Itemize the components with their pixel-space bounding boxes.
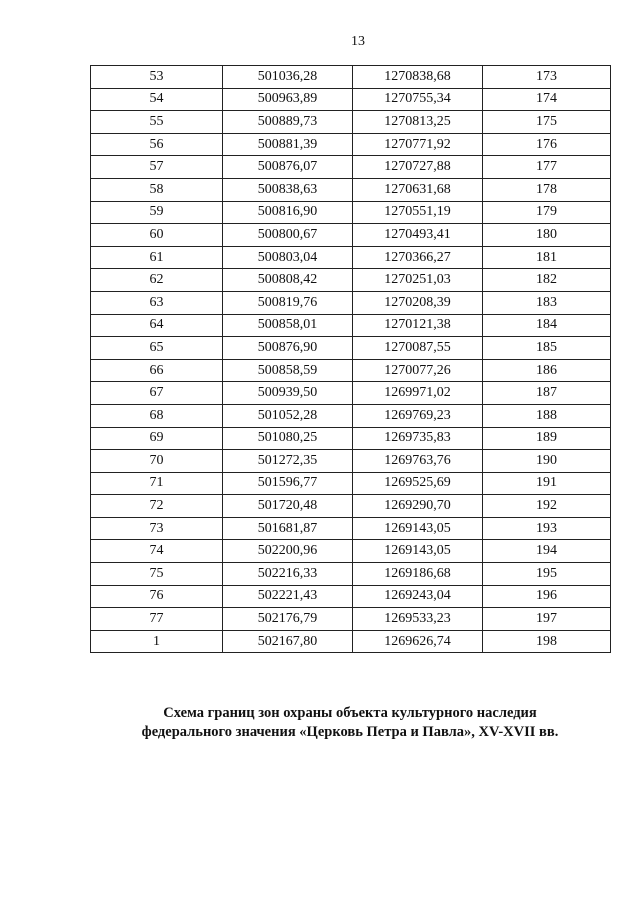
point-number-cell: 53 [91,66,223,89]
sequence-number-cell: 197 [483,608,611,631]
point-number-cell: 64 [91,314,223,337]
table-row [91,224,611,247]
table-row [91,382,611,405]
table-row [91,630,611,653]
table-row [91,359,611,382]
y-coordinate-cell: 1270251,03 [353,269,483,292]
table-row [91,404,611,427]
y-coordinate-cell: 1270551,19 [353,201,483,224]
sequence-number-cell: 177 [483,156,611,179]
table-row [91,201,611,224]
sequence-number-cell: 188 [483,404,611,427]
table-row [91,156,611,179]
sequence-number-cell: 173 [483,66,611,89]
point-number-cell: 62 [91,269,223,292]
point-number-cell: 75 [91,563,223,586]
point-number-cell: 56 [91,133,223,156]
table-row [91,314,611,337]
x-coordinate-cell: 501036,28 [223,66,353,89]
point-number-cell: 70 [91,450,223,473]
x-coordinate-cell: 500800,67 [223,224,353,247]
y-coordinate-cell: 1270208,39 [353,291,483,314]
x-coordinate-cell: 502216,33 [223,563,353,586]
y-coordinate-cell: 1269143,05 [353,517,483,540]
sequence-number-cell: 191 [483,472,611,495]
sequence-number-cell: 178 [483,178,611,201]
y-coordinate-cell: 1269735,83 [353,427,483,450]
sequence-number-cell: 184 [483,314,611,337]
y-coordinate-cell: 1269143,05 [353,540,483,563]
point-number-cell: 68 [91,404,223,427]
x-coordinate-cell: 502176,79 [223,608,353,631]
sequence-number-cell: 181 [483,246,611,269]
x-coordinate-cell: 501596,77 [223,472,353,495]
sequence-number-cell: 194 [483,540,611,563]
point-number-cell: 54 [91,88,223,111]
table-row [91,178,611,201]
x-coordinate-cell: 501080,25 [223,427,353,450]
point-number-cell: 63 [91,291,223,314]
table-row [91,291,611,314]
table-row [91,88,611,111]
x-coordinate-cell: 500889,73 [223,111,353,134]
x-coordinate-cell: 501052,28 [223,404,353,427]
table-row [91,472,611,495]
sequence-number-cell: 192 [483,495,611,518]
sequence-number-cell: 190 [483,450,611,473]
caption-line-2: федерального значения «Церковь Петра и Павла», XV-XVII вв. [141,724,559,740]
table-row [91,563,611,586]
sequence-number-cell: 182 [483,269,611,292]
sequence-number-cell: 195 [483,563,611,586]
coordinates-table-body [91,66,611,653]
scheme-caption [110,704,590,742]
x-coordinate-cell: 501272,35 [223,450,353,473]
table-row [91,427,611,450]
x-coordinate-cell: 502200,96 [223,540,353,563]
x-coordinate-cell: 500939,50 [223,382,353,405]
point-number-cell: 65 [91,337,223,360]
x-coordinate-cell: 500819,76 [223,291,353,314]
sequence-number-cell: 179 [483,201,611,224]
point-number-cell: 71 [91,472,223,495]
table-row [91,246,611,269]
point-number-cell: 77 [91,608,223,631]
x-coordinate-cell: 500876,07 [223,156,353,179]
x-coordinate-cell: 500963,89 [223,88,353,111]
x-coordinate-cell: 502167,80 [223,630,353,653]
page-number: 13 [351,34,365,49]
point-number-cell: 59 [91,201,223,224]
table-row [91,269,611,292]
table-row [91,133,611,156]
x-coordinate-cell: 500838,63 [223,178,353,201]
x-coordinate-cell: 500803,04 [223,246,353,269]
sequence-number-cell: 183 [483,291,611,314]
y-coordinate-cell: 1269243,04 [353,585,483,608]
sequence-number-cell: 175 [483,111,611,134]
x-coordinate-cell: 501681,87 [223,517,353,540]
y-coordinate-cell: 1270838,68 [353,66,483,89]
point-number-cell: 76 [91,585,223,608]
x-coordinate-cell: 500808,42 [223,269,353,292]
y-coordinate-cell: 1269525,69 [353,472,483,495]
table-row [91,111,611,134]
sequence-number-cell: 186 [483,359,611,382]
x-coordinate-cell: 500881,39 [223,133,353,156]
table-row [91,608,611,631]
y-coordinate-cell: 1270366,27 [353,246,483,269]
table-row [91,337,611,360]
y-coordinate-cell: 1270087,55 [353,337,483,360]
x-coordinate-cell: 501720,48 [223,495,353,518]
point-number-cell: 1 [91,630,223,653]
table-row [91,585,611,608]
point-number-cell: 57 [91,156,223,179]
y-coordinate-cell: 1269626,74 [353,630,483,653]
sequence-number-cell: 198 [483,630,611,653]
table-row [91,450,611,473]
x-coordinate-cell: 502221,43 [223,585,353,608]
sequence-number-cell: 196 [483,585,611,608]
y-coordinate-cell: 1270755,34 [353,88,483,111]
point-number-cell: 66 [91,359,223,382]
sequence-number-cell: 187 [483,382,611,405]
point-number-cell: 69 [91,427,223,450]
y-coordinate-cell: 1269971,02 [353,382,483,405]
y-coordinate-cell: 1270727,88 [353,156,483,179]
point-number-cell: 58 [91,178,223,201]
point-number-cell: 55 [91,111,223,134]
sequence-number-cell: 176 [483,133,611,156]
point-number-cell: 60 [91,224,223,247]
caption-line-1: Схема границ зон охраны объекта культурного наследия [163,705,537,721]
point-number-cell: 73 [91,517,223,540]
sequence-number-cell: 193 [483,517,611,540]
y-coordinate-cell: 1269533,23 [353,608,483,631]
sequence-number-cell: 174 [483,88,611,111]
table-row [91,495,611,518]
y-coordinate-cell: 1270631,68 [353,178,483,201]
table-row [91,517,611,540]
y-coordinate-cell: 1269769,23 [353,404,483,427]
x-coordinate-cell: 500816,90 [223,201,353,224]
y-coordinate-cell: 1270771,92 [353,133,483,156]
sequence-number-cell: 180 [483,224,611,247]
y-coordinate-cell: 1269763,76 [353,450,483,473]
table-row [91,66,611,89]
x-coordinate-cell: 500858,01 [223,314,353,337]
point-number-cell: 74 [91,540,223,563]
y-coordinate-cell: 1269186,68 [353,563,483,586]
table-row [91,540,611,563]
sequence-number-cell: 185 [483,337,611,360]
y-coordinate-cell: 1270813,25 [353,111,483,134]
x-coordinate-cell: 500876,90 [223,337,353,360]
sequence-number-cell: 189 [483,427,611,450]
y-coordinate-cell: 1270493,41 [353,224,483,247]
coordinates-table [90,65,611,653]
y-coordinate-cell: 1270077,26 [353,359,483,382]
y-coordinate-cell: 1269290,70 [353,495,483,518]
x-coordinate-cell: 500858,59 [223,359,353,382]
point-number-cell: 67 [91,382,223,405]
point-number-cell: 72 [91,495,223,518]
point-number-cell: 61 [91,246,223,269]
y-coordinate-cell: 1270121,38 [353,314,483,337]
